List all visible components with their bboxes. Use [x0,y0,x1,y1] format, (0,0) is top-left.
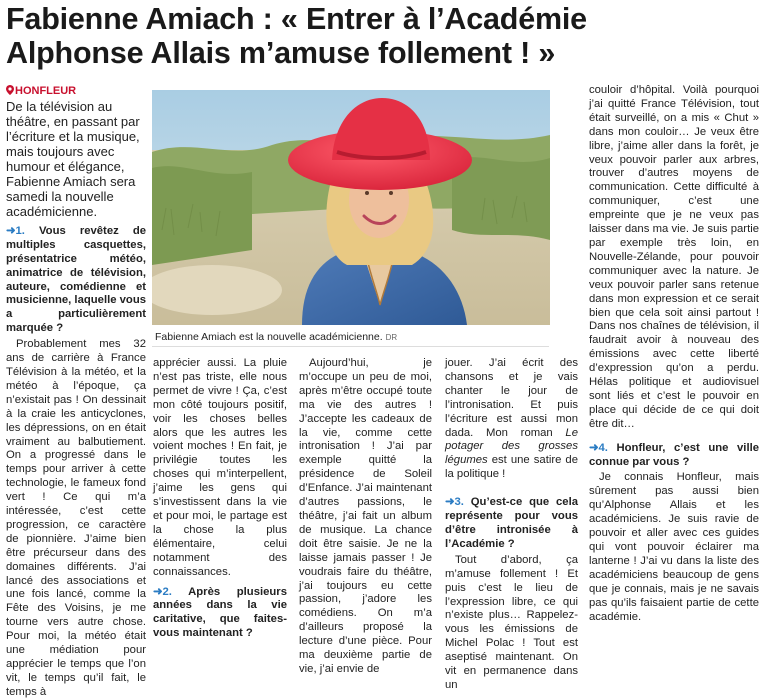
column-3 [299,357,432,677]
answer-3-continued: couloir d’hôpital. Voilà pourquoi j’ai quitté France Télévision, tout était surveillé, on a mis « Chut » dans mon couloir… Je veux être libre, j’aime aller dans la forêt, je veux pouvoir parler aux arbres, trouver d’autres moyens de communication. Cette difficulté à communiquer, c’est une empreinte que je ne veux pas laisser dans ma vie. Je suis partie par exemple très loin, en Nouvelle-Zélande, pour pouvoir communiquer avec la nature. Je veux pouvoir parler sans retenue dans mon expression et ce serait bien que cela soit ainsi partout ! Dans nos chaînes de télévision, il faudrait avoir à nouveau des émissions avec cette liberté d’expression qu’on a perdu. Hélas politique et audiovisuel sont liés et c’est le pouvoir en place qui décide de ce qui doit être dit… [589,84,759,430]
question-2-text: Après plusieurs années dans la vie caritative, que faites-vous maintenant ? [153,585,287,640]
answer-1: Probablement mes 32 ans de carrière à France Télévision à la météo, et la météo à l’époque, ça n’existait pas ! On dessinait à la craie les anticyclones, les dépressions, on en était vraiment au balbutiement. On a progressé dans le temps pour arriver à cette technologie, le fameux fond vert ! Ce qui m’a intéressée, c’est cette progression, ce caractère de pionnière. J’aime bien être précurseur dans des domaines différents. J’ai lancé des associations et une fois lancé, comme la Fête des Voisins, je me tourne vers autre chose. Pour moi, la météo était une médiation pour apprécier le temps que l’on vit, le temps qu’il fait, le temps à [6,338,146,698]
headline [6,2,761,70]
column-2 [153,357,287,643]
map-pin-icon [6,85,14,95]
question-4 [589,442,759,470]
column-1 [6,84,146,700]
question-2 [153,586,287,642]
question-1 [6,225,146,336]
question-3 [445,496,578,552]
question-1-text: Vous revêtez de multiples casquettes, présentatrice météo, animatrice de télévision, auteure, comédienne et musicienne, laquelle vous a particulièrement marquée ? [6,224,147,335]
location-label: HONFLEUR [15,85,77,97]
answer-2-continued-end: est une satire de la politique ! [445,454,578,481]
answer-1-continued: apprécier aussi. La pluie n’est pas triste, elle nous permet de vivre ! Ça, c’est mon côté toujours positif, voir les choses belles alors que les autres les voient moches ! En fait, je privilégie toutes les choses qui m’interpellent, j’aime les gens qui s’investissent dans la vie et pour moi, le partage est la chose la plus élémentaire, celui notamment des connaissances. [153,357,287,578]
column-5 [589,84,759,624]
question-4-text: Honfleur, c’est une ville connue par vous ? [589,441,760,468]
location-tag [6,84,146,99]
answer-3: Tout d’abord, ça m’amuse follement ! Et puis c’est le lieu de l’expression libre, ce qui n’existe plus… Rappelez-vous les émissions de Michel Polac ! Tout est aseptisé maintenant. On vit en permanence dans un [445,553,578,691]
portrait-photo [152,90,550,325]
caption-divider [152,346,549,347]
photo-credit: DR [385,333,398,342]
lede: De la télévision au théâtre, en passant par l’écriture et la musique, mais toujours avec humour et élégance, Fabienne Amiach sera samedi la nouvelle académicienne. [6,98,140,219]
question-3-number: ➜3. [445,496,464,509]
column-4 [445,357,578,693]
headline-line-1: Fabienne Amiach : « Entrer à l’Académie [6,2,587,36]
photo-caption [155,331,397,344]
portrait-photo-graphic [152,90,550,325]
question-3-text: Qu’est-ce que cela représente pour vous d’être intronisée à l’Académie ? [445,496,578,550]
novel-title: Le potager des grosses légumes [445,426,578,467]
answer-2-continued [445,357,578,482]
question-4-number: ➜4. [589,441,608,454]
caption-text: Fabienne Amiach est la nouvelle académicienne. [155,331,383,343]
answer-4: Je connais Honfleur, mais sûrement pas aussi bien qu’Alphonse Allais et les académiciens. Je suis ravie de pouvoir et aller avec ces guides qui vont pouvoir éclairer ma lanterne ! J’ai vu dans la liste des académiciens beaucoup de gens que je connais, mais je ne savais pas qu’ils faisaient partie de cette académie. [589,471,759,623]
answer-2-continued-text: jouer. J’ai écrit des chansons et je vais chanter le jour de l’intronisation. Et puis l’écriture est aussi mon dada. Mon roman [445,357,578,439]
headline-line-2: Alphonse Allais m’amuse follement ! » [6,36,556,70]
question-2-number: ➜2. [153,585,172,598]
question-1-number: ➜1. [6,224,25,237]
answer-2: Aujourd’hui, je m’occupe un peu de moi, après m’être occupé toute ma vie des autres ! J’accepte les cadeaux de la vie, comme cette intronisation ! J’ai par exemple quitté la présidence de Soleil d’Enfance. J’ai maintenant d’autres passions, le théâtre, j’ai fait un album de musique. La chance doit être saisie. Je ne la laisse jamais passer ! Je voudrais faire du théâtre, j’ai toujours eu cette passion, j’adore les comédiens. On m’a d’ailleurs proposé la lecture d’une pièce. Pour ma deuxième partie de vie, j’ai envie de [299,357,432,675]
